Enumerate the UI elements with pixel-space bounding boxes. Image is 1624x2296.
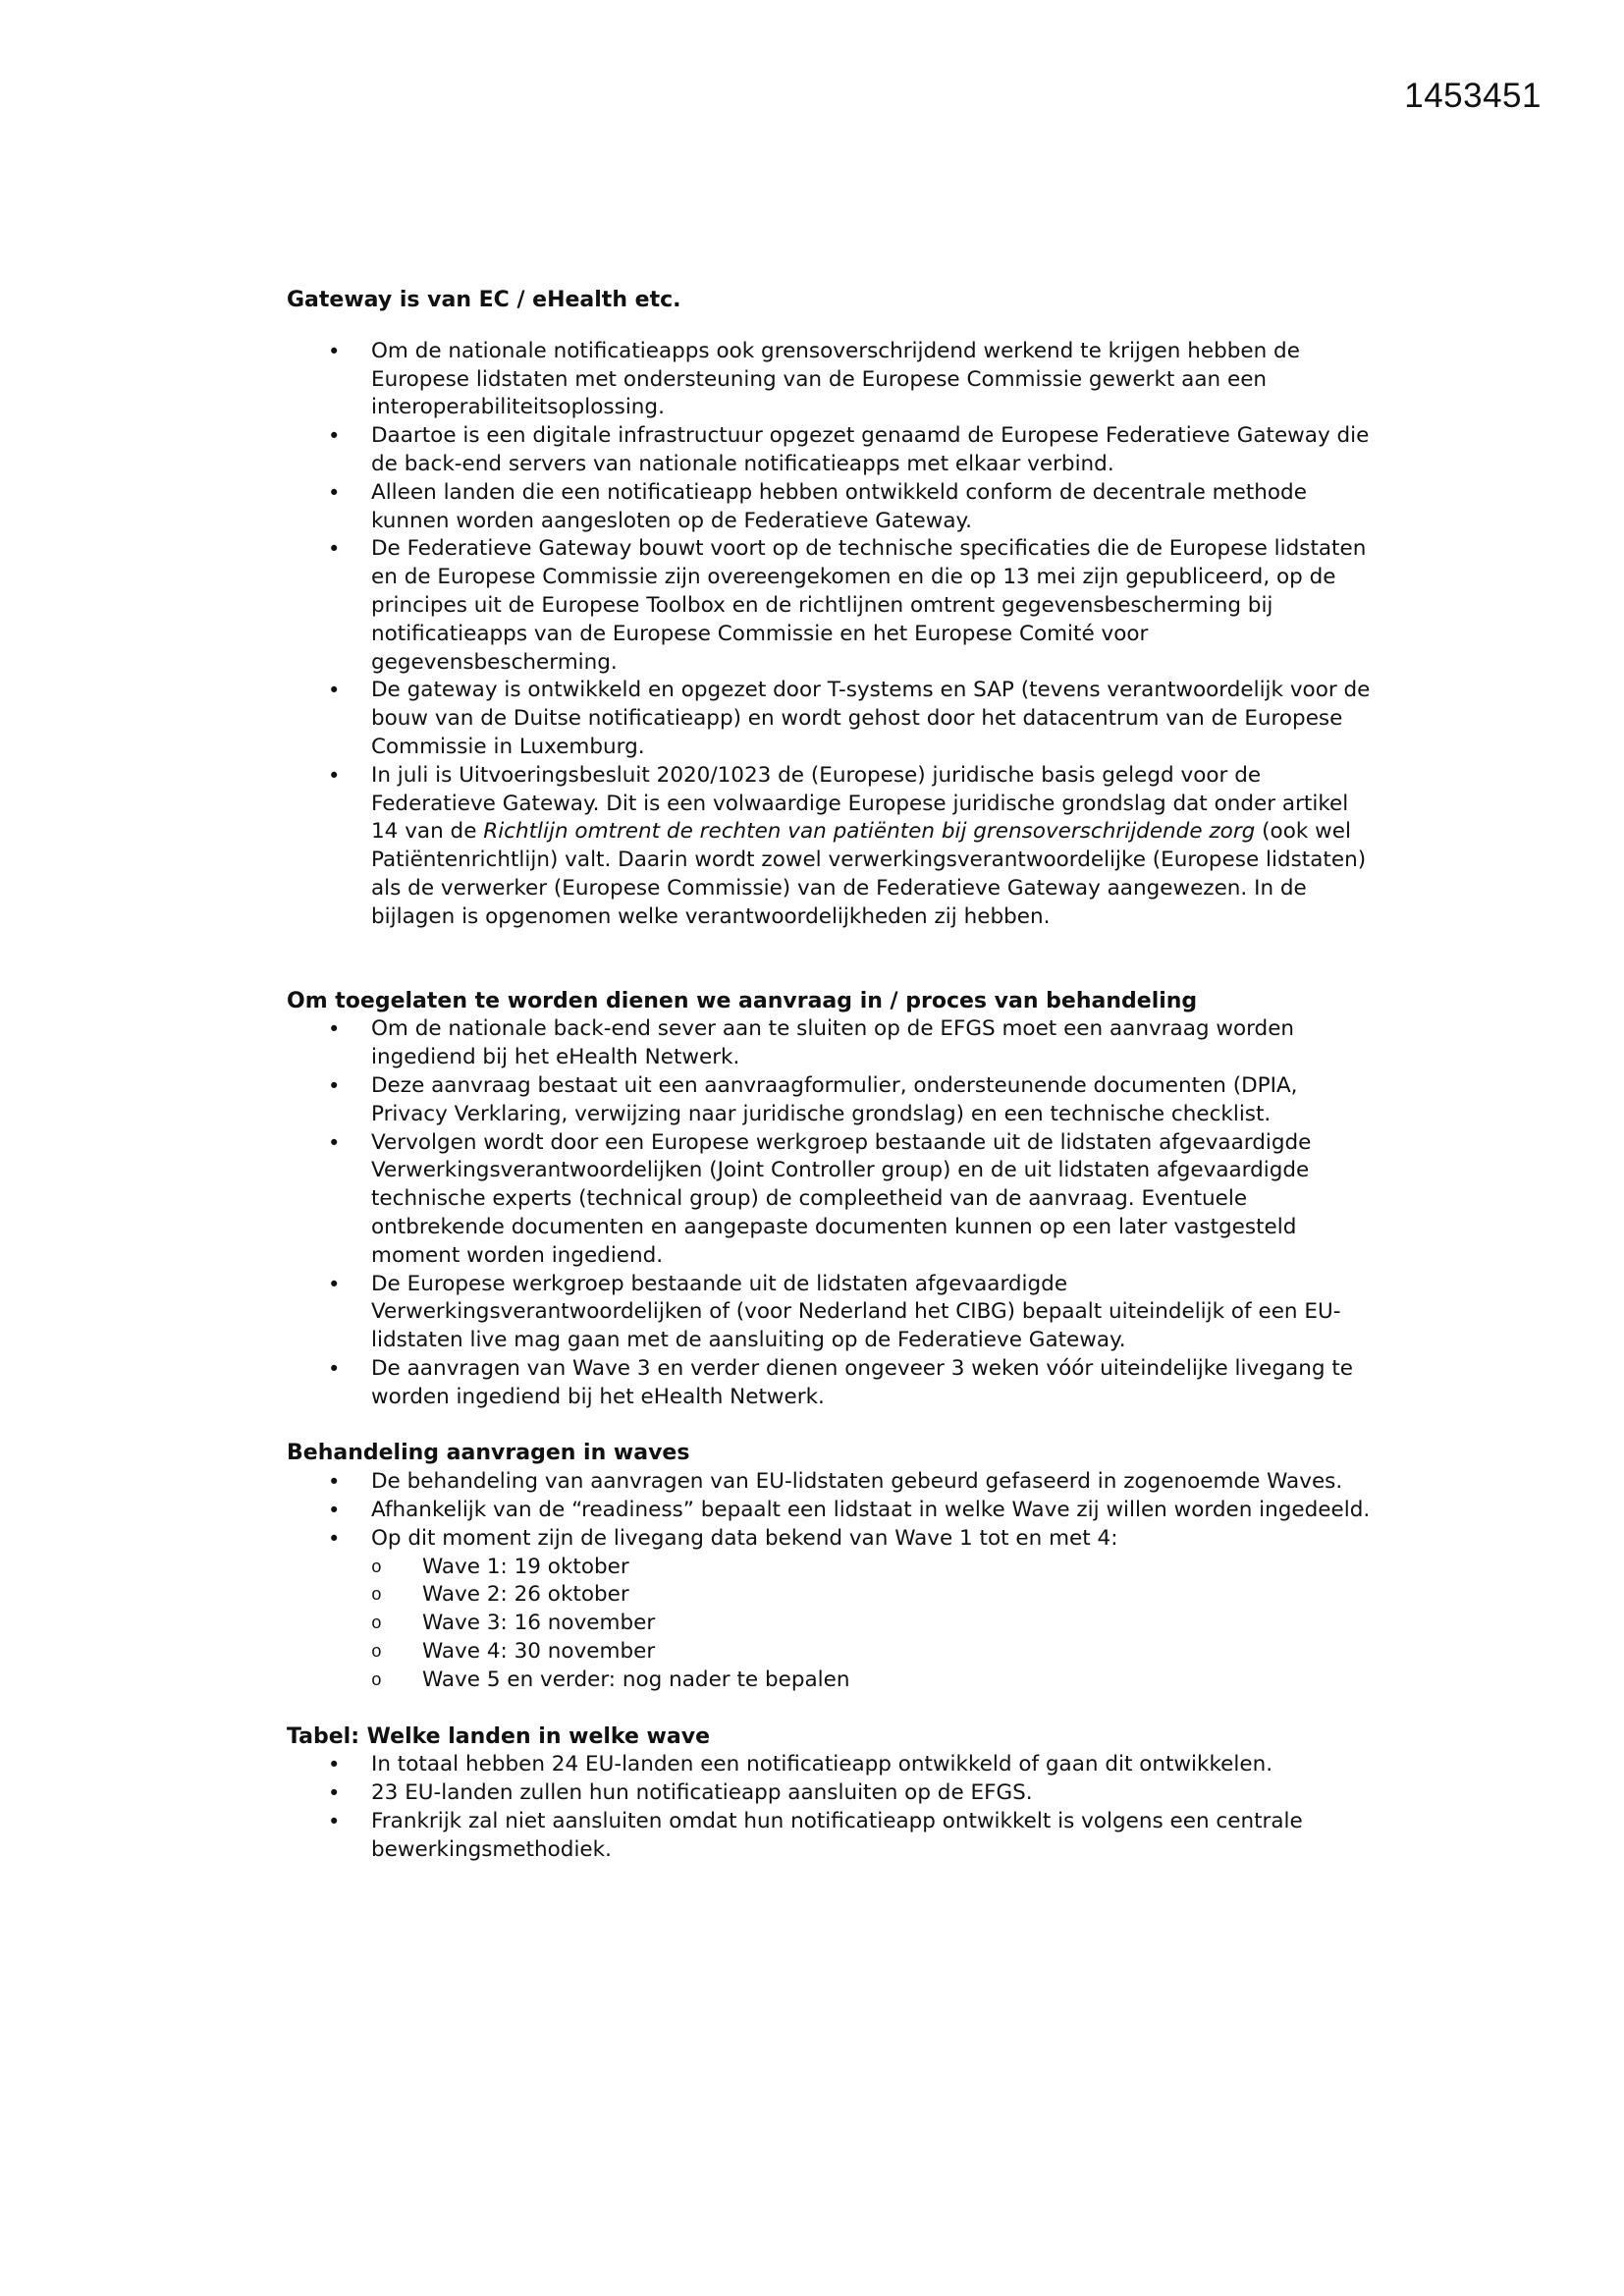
wave-item: o Wave 1: 19 oktober bbox=[371, 1554, 1377, 1582]
list-item: • Deze aanvraag bestaat uit een aanvraagformulier, ondersteunende documenten (DPIA, Privacy Verklaring, verwijzing naar juridische grondslag) en een technische checklist. bbox=[287, 1072, 1377, 1129]
list-item: • Alleen landen die een notificatieapp hebben ontwikkeld conform de decentrale methode kunnen worden aangesloten op de Federatieve Gateway. bbox=[287, 479, 1377, 536]
list-item bbox=[287, 1525, 1377, 1695]
bullet-list bbox=[287, 1468, 1377, 1694]
list-item: • Om de nationale notificatieapps ook grensoverschrijdend werkend te krijgen hebben de Europese lidstaten met ondersteuning van de Europese Commissie gewerkt aan een interoperabiliteitsoplossing. bbox=[287, 338, 1377, 422]
bullet-list bbox=[287, 1015, 1377, 1411]
list-item-text: Op dit moment zijn de livegang data bekend van Wave 1 tot en met 4: bbox=[371, 1525, 1118, 1551]
list-item: • De Europese werkgroep bestaande uit de lidstaten afgevaardigde Verwerkingsverantwoordelijken of (voor Nederland het CIBG) bepaalt uiteindelijk of een EU-lidstaten live mag gaan met de aansluiting op de Federatieve Gateway. bbox=[287, 1271, 1377, 1355]
text-run: (ook wel Patiëntenrichtlijn) valt. Daarin wordt zowel verwerkingsverantwoordelijke (Europese lidstaten) als de verwerker (Europese Commissie) van de Federatieve Gateway aangewezen. In de bijlagen is opgenomen welke verantwoordelijkheden zij hebben. bbox=[371, 819, 1367, 929]
italic-text: Richtlijn omtrent de rechten van patiënten bij grensoverschrijdende zorg bbox=[483, 819, 1256, 845]
list-item: • De Federatieve Gateway bouwt voort op de technische specificaties die de Europese lidstaten en de Europese Commissie zijn overeengekomen en die op 13 mei zijn gepubliceerd, op de principes uit de Europese Toolbox en de richtlijnen omtrent gegevensbescherming bij notificatieapps van de Europese Commissie en het Europese Comité voor gegevensbescherming. bbox=[287, 535, 1377, 677]
list-item: • De gateway is ontwikkeld en opgezet door T-systems en SAP (tevens verantwoordelijk voor de bouw van de Duitse notificatieapp) en wordt gehost door het datacentrum van de Europese Commissie in Luxemburg. bbox=[287, 677, 1377, 761]
bullet-list bbox=[287, 1751, 1377, 1864]
list-item: • Vervolgen wordt door een Europese werkgroep bestaande uit de lidstaten afgevaardigde Verwerkingsverantwoordelijken (Joint Controller group) en de uit lidstaten afgevaardigde technische experts (technical group) de compleetheid van de aanvraag. Eventuele ontbrekende documenten en aangepaste documenten kunnen op een later vastgesteld moment worden ingediend. bbox=[287, 1129, 1377, 1271]
list-item: • Afhankelijk van de “readiness” bepaalt een lidstaat in welke Wave zij willen worden ingedeeld. bbox=[287, 1497, 1377, 1525]
wave-item: o Wave 5 en verder: nog nader te bepalen bbox=[371, 1667, 1377, 1695]
section-heading: Om toegelaten te worden dienen we aanvraag in / proces van behandeling bbox=[287, 988, 1198, 1013]
section-application-process bbox=[287, 988, 1377, 1412]
document-number: 1453451 bbox=[1404, 77, 1542, 115]
list-item: • Frankrijk zal niet aansluiten omdat hun notificatieapp ontwikkelt is volgens een centrale bewerkingsmethodiek. bbox=[287, 1808, 1377, 1865]
section-heading: Tabel: Welke landen in welke wave bbox=[287, 1723, 710, 1749]
list-item: • Om de nationale back-end sever aan te sluiten op de EFGS moet een aanvraag worden ingediend bij het eHealth Netwerk. bbox=[287, 1015, 1377, 1072]
list-item: • Daartoe is een digitale infrastructuur opgezet genaamd de Europese Federatieve Gateway die de back-end servers van nationale notificatieapps met elkaar verbind. bbox=[287, 422, 1377, 479]
list-item bbox=[287, 762, 1377, 932]
wave-item: o Wave 3: 16 november bbox=[371, 1610, 1377, 1638]
list-item: • 23 EU-landen zullen hun notificatieapp aansluiten op de EFGS. bbox=[287, 1779, 1377, 1808]
wave-item: o Wave 2: 26 oktober bbox=[371, 1581, 1377, 1610]
bullet-list bbox=[287, 338, 1377, 932]
section-heading: Behandeling aanvragen in waves bbox=[287, 1441, 690, 1466]
wave-list bbox=[371, 1554, 1377, 1695]
text-run: In juli is Uitvoeringsbesluit 2020/1023 de (Europese) juridische basis gelegd voor de Federatieve Gateway. Dit is een volwaardige Europese juridische grondslag dat onder artikel 14 van de bbox=[371, 762, 1349, 845]
list-item: • In totaal hebben 24 EU-landen een notificatieapp ontwikkeld of gaan dit ontwikkelen. bbox=[287, 1751, 1377, 1779]
section-heading: Gateway is van EC / eHealth etc. bbox=[287, 288, 681, 312]
section-waves bbox=[287, 1440, 1377, 1694]
section-gateway bbox=[287, 287, 1377, 932]
document-body bbox=[287, 287, 1377, 1865]
list-item: • De aanvragen van Wave 3 en verder dienen ongeveer 3 weken vóór uiteindelijke livegang te worden ingediend bij het eHealth Netwerk. bbox=[287, 1355, 1377, 1412]
list-item: • De behandeling van aanvragen van EU-lidstaten gebeurd gefaseerd in zogenoemde Waves. bbox=[287, 1468, 1377, 1497]
section-table-countries bbox=[287, 1723, 1377, 1865]
wave-item: o Wave 4: 30 november bbox=[371, 1638, 1377, 1667]
